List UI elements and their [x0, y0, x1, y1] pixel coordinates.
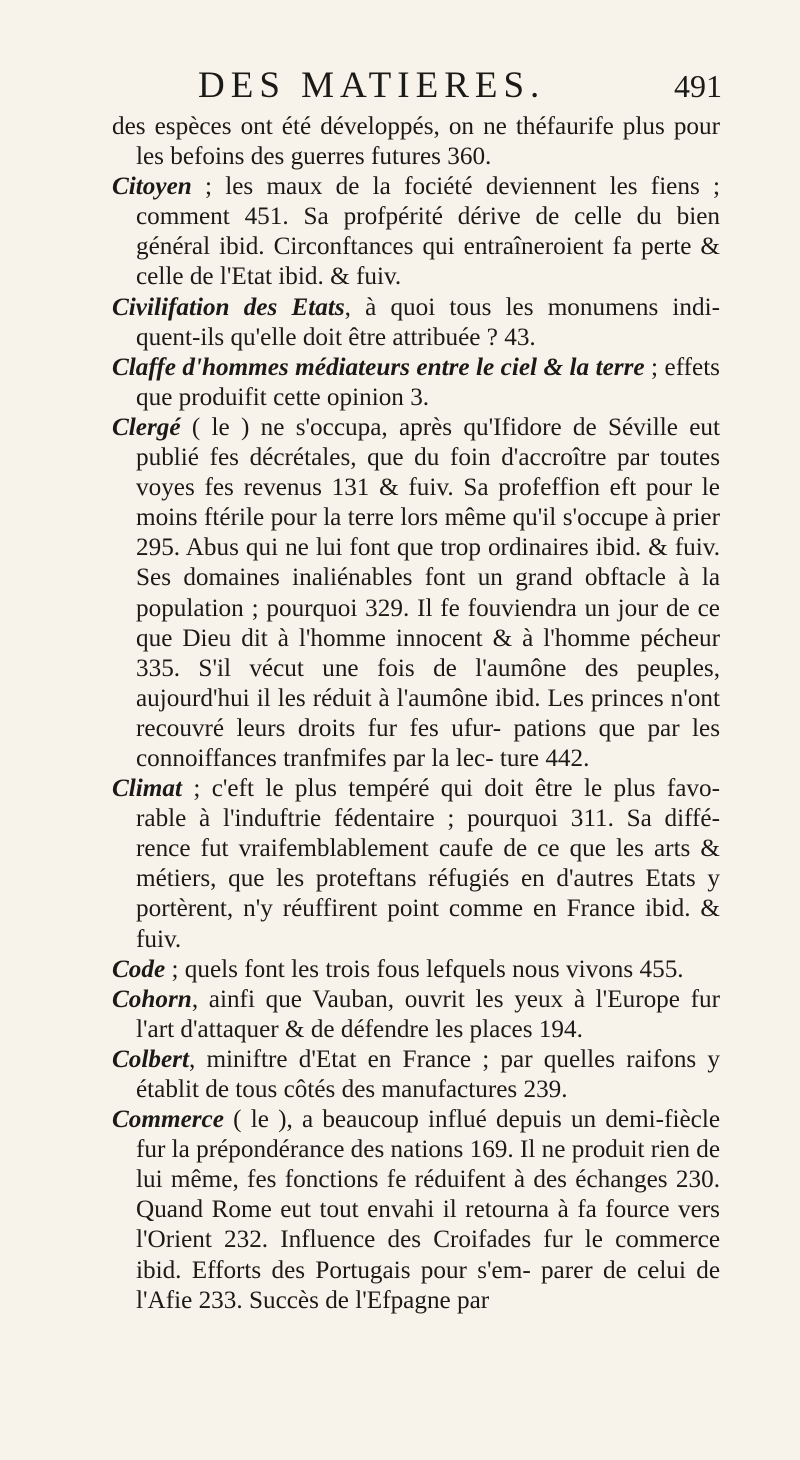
entry-headword: Clergé [112, 413, 181, 441]
entry-text: , miniftre d'Etat en France ; par quelles raifons y établit de tous côtés des manufactures 239. [136, 1045, 720, 1103]
running-head [198, 64, 722, 112]
entry-text: , ainfi que Vauban, ouvrit les yeux à l'Europe fur l'art d'attaquer & de défendre les places 194. [136, 985, 720, 1043]
entry-headword: Climat [112, 775, 182, 803]
entry-text: ; les maux de la fociété deviennent les fiens ; comment 451. Sa profpérité dérive de celle du bien général ibid. Circonftances qui entraîneroient fa perte & celle de l'Etat ibid. & fuiv. [136, 173, 720, 291]
entry-text: ; effets que produifit cette opinion 3. [136, 353, 720, 411]
entry-headword: Claffe d'hommes médiateurs entre le ciel & la terre [112, 353, 645, 381]
index-entry [112, 293, 720, 353]
index-entry [112, 1045, 720, 1105]
entry-text: , à quoi tous les monumens indi- quent-ils qu'elle doit être attribuée ? 43. [136, 293, 720, 351]
entry-text: ; c'eft le plus tempéré qui doit être le plus favo- rable à l'induftrie fédentaire ; pourquoi 311. Sa diffé- rence fut vraifemblablement caufe de ce que les arts & métiers, que les proteftans réfugiés en d'autres Etats y portèrent, n'y réuffirent point comme en France ibid. & fuiv. [136, 775, 720, 953]
entry-headword: Civilifation des Etats [112, 293, 345, 321]
entry-headword: Code [112, 955, 166, 983]
entry-text: ( le ), a beaucoup influé depuis un demi-fiècle fur la prépondérance des nations 169. Il ne produit rien de lui même, fes fonctions fe réduifent à des échanges 230. Quand Rome eut tout envahi il retourna à fa fource vers l'Orient 232. Influence des Croifades fur le commerce ibid. Efforts des Portugais pour s'em- parer de celui de l'Afie 233. Succès de l'Efpagne par [136, 1106, 721, 1314]
entry-text: ( le ) ne s'occupa, après qu'Ifidore de Séville eut publié fes décrétales, que du foin d'accroître par toutes voyes fes revenus 131 & fuiv. Sa profeffion eft pour le moins ftérile pour la terre lors même qu'il s'occupe à prier 295. Abus qui ne lui font que trop ordinaires ibid. & fuiv. Ses domaines inaliénables font un grand obftacle à la population ; pourquoi 329. Il fe fouviendra un jour de ce que Dieu dit à l'homme innocent & à l'homme pécheur 335. S'il vécut une fois de l'aumône des peuples, aujourd'hui il les réduit à l'aumône ibid. Les princes n'ont recouvré leurs droits fur fes ufur- pations que par les connoiffances tranfmifes par la lec- ture 442. [136, 413, 720, 772]
entry-headword: Colbert [112, 1045, 189, 1073]
index-entry [112, 172, 720, 292]
index-entry [112, 774, 720, 955]
entry-headword: Commerce [112, 1106, 224, 1134]
entry-headword: Cohorn [112, 985, 192, 1013]
entry-text: des espèces ont été développés, on ne théfaurife plus pour les befoins des guerres futures 360. [112, 113, 720, 171]
index-entry [112, 353, 720, 413]
index-entry [112, 112, 720, 172]
index-entry [112, 1105, 720, 1316]
index-entry [112, 955, 720, 985]
entry-headword: Citoyen [112, 173, 192, 201]
page-number: 491 [674, 68, 722, 104]
entry-text: ; quels font les trois fous lefquels nous vivons 455. [165, 955, 684, 983]
index-entry [112, 985, 720, 1045]
index-entry [112, 413, 720, 774]
index-entries [112, 112, 720, 1316]
running-title: DES MATIERES. [198, 65, 546, 106]
